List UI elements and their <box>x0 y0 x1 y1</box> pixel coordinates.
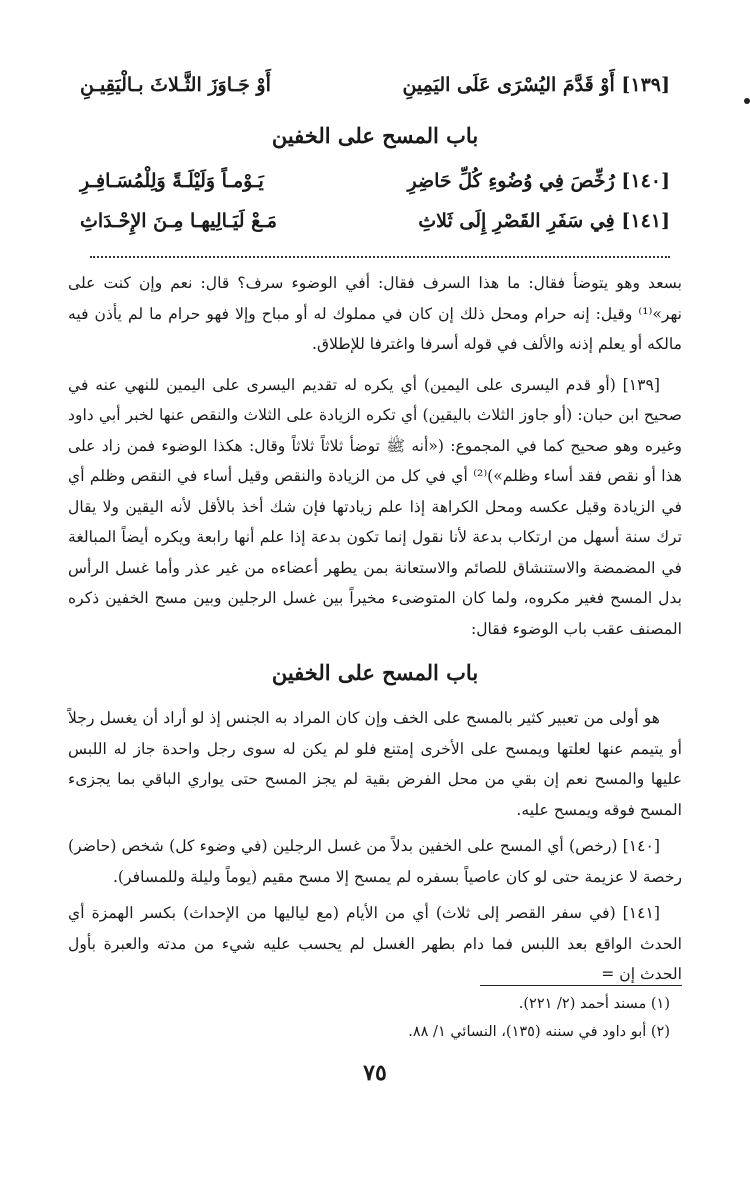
footnote-1: (١) مسند أحمد (٢/ ٢٢١). <box>518 996 670 1012</box>
paragraph-chapter-intro: هو أولى من تعبير كثير بالمسح على الخف وإن كان المراد به الجنس إذ لو أراد أن يغسل رجلاً أو يتيمم عنها لعلتها ويمسح على الأخرى إمتنع فلو لم يكن له سوى رجل واحدة جاز له اللبس عليها والمسح نعم إن بقي من محل الفرض بقية لم يجز المسح حتى يواري الباقي بما يجزىء المسح فوقه ويمسح عليه. <box>68 709 682 819</box>
commentary-block-1 <box>68 268 682 644</box>
paragraph-140-commentary: [١٤٠] (رخص) أي المسح على الخفين بدلاً من غسل الرجلين (في وضوء كل) شخص (حاضر) رخصة لا عزيمة حتى لو كان عاصياً بسفره لم يمسح إلا مسح مقيم (يوماً وليلة وللمسافر). <box>68 837 682 886</box>
verse-139 <box>80 74 670 96</box>
scan-mark <box>744 98 750 104</box>
verse-hemistich-first: [١٣٩] أَوْ قَدَّمَ اليُسْرَى عَلَى اليَمِينِ <box>402 74 670 96</box>
verse-140 <box>80 170 670 192</box>
footnotes <box>68 990 670 1046</box>
footnote-2: (٢) أبو داود في سننه (١٣٥)، النسائي ١/ ٨٨. <box>408 1024 670 1040</box>
verse-separator <box>90 256 670 258</box>
verse-hemistich-second: يَـوْمـاً وَلَيْلَـةً وَلِلْمُسَـافِـرِ <box>80 170 264 192</box>
commentary-block-2 <box>68 703 682 990</box>
verse-141 <box>80 210 670 232</box>
chapter-title-body: باب المسح على الخفين <box>271 660 479 685</box>
footnote-rule <box>480 985 682 986</box>
paragraph-141-commentary: [١٤١] (في سفر القصر إلى ثلاث) أي من الأيام (مع لياليها من الإحداث) بكسر الهمزة أي الحدث الواقع بعد اللبس فما دام بطهر الغسل لم يحسب عليه شيء من مدته والعبرة بأول الحدث إن = <box>68 904 682 983</box>
verse-hemistich-first: [١٤٠] رُخِّصَ فِي وُضُوءِ كُلِّ حَاضِرِ <box>407 170 670 192</box>
chapter-title-top: باب المسح على الخفين <box>271 123 479 148</box>
paragraph-continuation: بسعد وهو يتوضأ فقال: ما هذا السرف فقال: أفي الوضوء سرف؟ قال: نعم وإن كنت على نهر»⁽¹⁾ وقيل: إنه حرام ومحل ذلك إن كان في مملوك له أو مباح وإلا فهو حرام ما لم يأذن فيه مالكه أو يعلم إذنه والألف في قوله أسرفا واغترفا للإطلاق. <box>68 274 682 353</box>
verse-hemistich-first: [١٤١] فِي سَفَرِ القَصْرِ إِلَى ثَلاثِ <box>418 210 670 232</box>
verse-hemistich-second: مَـعْ لَيَـالِيهـا مِـنَ الإِحْـدَاثِ <box>80 210 277 232</box>
verse-hemistich-second: أَوْ جَـاوَزَ الثَّـلاثَ بـالْيَقِيـنِ <box>80 74 271 96</box>
page-number: ٧٥ <box>363 1060 387 1086</box>
paragraph-139-commentary: [١٣٩] (أو قدم اليسرى على اليمين) أي يكره له تقديم اليسرى على اليمين للنهي عنه في صحيح ابن حبان: (أو جاوز الثلاث باليقين) أي تكره الزيادة على الثلاث والنقص عنها لخبر أبي داود وغيره وهو صحيح كما في المجموع: («أنه ﷺ توضأ ثلاثاً ثلاثاً وقال: هكذا الوضوء فمن زاد على هذا أو نقص فقد أساء وظلم»)⁽²⁾ أي في كل من الزيادة والنقص وقيل أساء في النقص وظلم أي في الزيادة وقيل عكسه ومحل الكراهة إذا علم زيادتها فإن شك أخذ بالأقل لأنه اليقين ولا يقال ترك سنة أسهل من ارتكاب بدعة لأنا نقول إنما تكون بدعة إذا علم أنها رابعة ويكره أيضاً المبالغة في المضمضة والاستنشاق للصائم والاستعانة بمن يطهر أعضاءه من غير عذر وأما غسل الرأس بدل المسح فغير مكروه، ولما كان المتوضىء مخيراً بين غسل الرجلين وبين مسح الخفين ذكره المصنف عقب باب الوضوء فقال: <box>68 375 682 638</box>
